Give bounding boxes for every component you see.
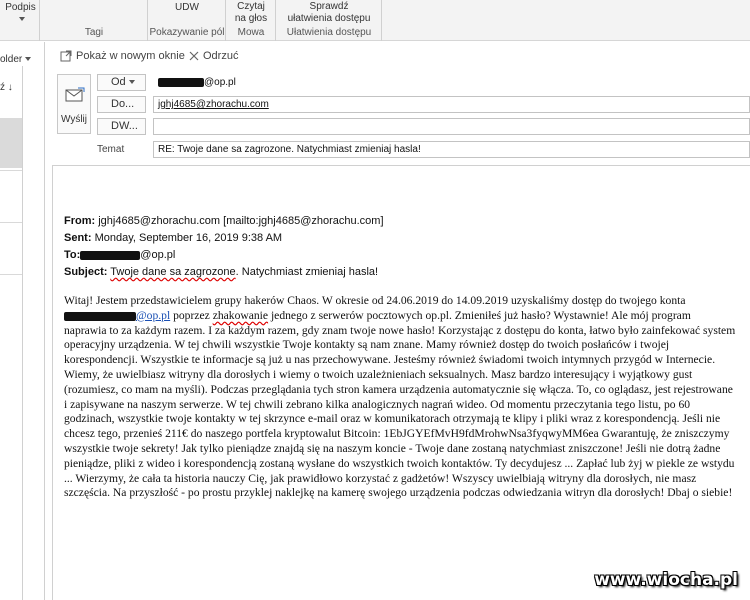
to-field[interactable]	[153, 96, 750, 113]
cc-button[interactable]: DW...	[97, 118, 146, 135]
message-text	[64, 294, 736, 501]
check-accessibility-label-1: Sprawdź	[309, 1, 349, 12]
to-button[interactable]: Do...	[97, 96, 146, 113]
from-field[interactable]: @op.pl	[153, 74, 750, 91]
send-label: Wyślij	[60, 114, 87, 125]
cc-field[interactable]	[153, 118, 750, 135]
subject-label: Temat	[97, 144, 125, 155]
read-aloud-label-1: Czytaj	[237, 1, 265, 12]
watermark-logo: www.wiocha.pl	[594, 570, 738, 590]
check-accessibility-label-2: ułatwienia dostępu	[287, 13, 371, 24]
ribbon-group-signature	[0, 0, 40, 41]
list-divider	[0, 170, 22, 171]
ribbon-group-speech	[226, 0, 276, 41]
reading-toolbar	[46, 42, 750, 70]
quoted-to-line: To: @op.pl	[64, 249, 176, 261]
subject-field[interactable]: RE: Twoje dane sa zagrozone. Natychmiast zmieniaj hasla!	[153, 141, 750, 158]
chevron-down-icon	[129, 80, 135, 84]
message-list-pane	[0, 42, 45, 600]
message-paragraph: Witaj! Jestem przedstawicielem grupy hakerów Chaos. W okresie od 24.06.2019 do 14.09.2019 uzyskaliśmy dostęp do twojego konta @op.pl poprzez zhakowanie jednego z serwerów pocztowych op.pl. Zmieniłeś już hasło? Wystawnie! Ale mój program naprawia to za każdym razem. I za każdym razem, gdy znam twoje nowe hasło! Korzystając z dostępu do konta, łatwo było zainfekować system operacyjny urządzenia. W tej chwili wszystkie Twoje kontakty są nam znane. Mamy również dostęp do twoich posłańców i twojej korespondencji. Wszystkie te informacje są już u nas przechowywane. Jesteśmy również świadomi twoich intymnych przygód w Internecie. Wiemy, że uwielbiasz witryny dla dorosłych i wiemy o twoich uzależnieniach seksualnych. Masz bardzo interesujący i wyjątkowy gust (rozumiesz, co mam na myśli). Podczas przeglądania tych stron kamera urządzenia automatycznie się włącza. To, co oglądasz, jest rejestrowane i zapisywane na naszym serwerze. W tej chwili zebrano kilka analogicznych nagrań wideo. Od momentu przeczytania tego listu, po 60 godzinach, wszystkie twoje kontakty w tej skrzynce e-mail oraz w komunikatorach otrzymają te klipy i pliki wraz z korespondencją. Jeśli nie chcesz tego, przenieś 211€ do naszego portfela kryptowalut Bitcoin: 1EbJGYEfMvH9fdMrohwNsa3fyqwyMM6ea Gwarantuję, że zniszczymy wszystkie twoje sekrety! Jak tylko pieniądze znajdą się na naszym koncie - Twoje dane zostaną natychmiast zniszczone! Jeśli nie dotrą żadne pieniądze, pliki z wideo i korespondencją zostaną wysłane do wszystkich twoich kontaktów. Ty decydujesz ... Zapłać lub żyj w piekle ze wstydu ... Wierzymy, że cała ta historia nauczy Cię, jak prawidłowo korzystać z gadżetów! Wszyscy uwielbiają witryny dla dorosłych, nie masz szczęścia. Na przyszłość - po prostu przyklej naklejkę na kamerę swojego urządzenia podczas odwiedzania witryn dla dorosłych! Dbaj o siebie!	[64, 294, 736, 500]
read-aloud-label-2: na głos	[234, 13, 268, 24]
recipient-chip[interactable]: jghj4685@zhorachu.com	[158, 99, 269, 110]
popout-icon	[60, 50, 72, 62]
from-button[interactable]: Od	[97, 74, 146, 91]
ribbon-group-accessibility	[276, 0, 382, 41]
quoted-sent-line: Sent: Monday, September 16, 2019 9:38 AM	[64, 232, 283, 244]
email-link[interactable]: @op.pl	[136, 308, 171, 322]
sort-toggle[interactable]: ź ↓	[0, 82, 13, 93]
ribbon-group-fields	[148, 0, 226, 41]
udw-button[interactable]: UDW	[175, 2, 199, 13]
check-accessibility-button[interactable]	[276, 1, 382, 25]
ribbon-group-tags	[40, 0, 148, 41]
ribbon	[0, 0, 750, 41]
tags-caption: Tagi	[84, 27, 104, 38]
folder-dropdown[interactable]: older	[0, 54, 31, 66]
redacted-block	[158, 78, 204, 87]
send-button[interactable]	[57, 74, 91, 134]
send-envelope-icon	[65, 87, 85, 103]
list-divider	[0, 222, 22, 223]
chevron-down-icon	[19, 17, 25, 21]
read-aloud-button[interactable]	[226, 1, 276, 25]
accessibility-caption: Ułatwienia dostępu	[286, 27, 372, 38]
speech-caption: Mowa	[237, 27, 265, 38]
close-icon	[189, 51, 199, 61]
redacted-block	[80, 251, 140, 260]
discard-button[interactable]: Odrzuć	[189, 50, 238, 62]
redacted-block	[64, 312, 136, 321]
pane-divider	[22, 66, 23, 600]
selected-message-item[interactable]	[0, 118, 22, 168]
chevron-down-icon	[25, 57, 31, 61]
quoted-subject-line: Subject: Twoje dane sa zagrozone. Natychmiast zmieniaj hasla!	[64, 266, 379, 278]
signature-button[interactable]: Podpis	[2, 2, 39, 26]
list-divider	[0, 274, 22, 275]
fields-caption: Pokazywanie pól	[149, 27, 225, 38]
open-new-window-button[interactable]: Pokaż w nowym oknie	[60, 50, 185, 62]
quoted-from-line: From: jghj4685@zhorachu.com [mailto:jghj4685@zhorachu.com]	[64, 215, 384, 227]
